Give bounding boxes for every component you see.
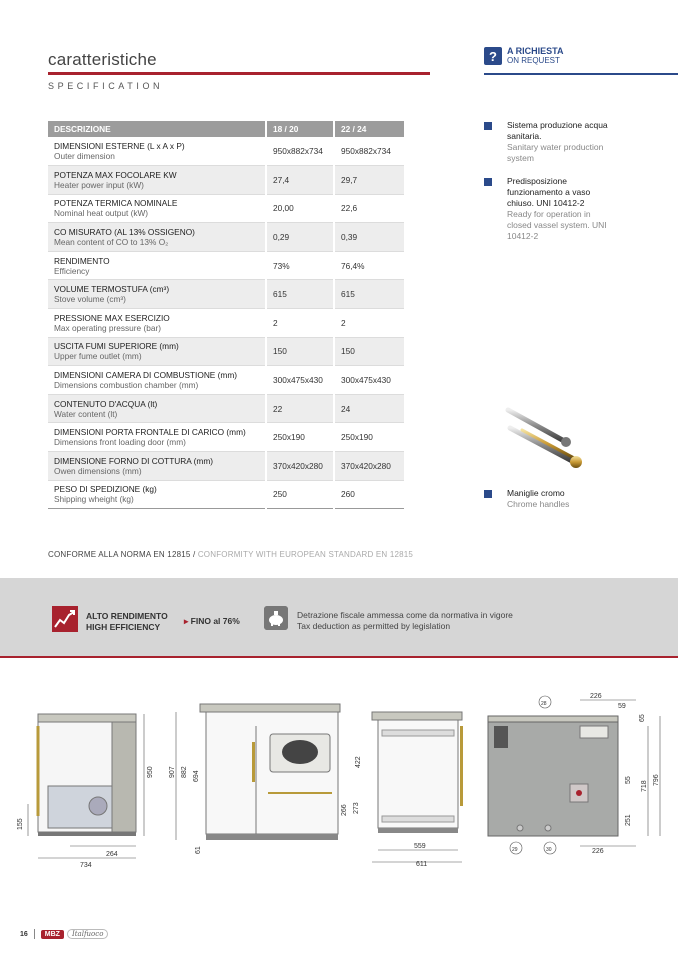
row-value-22-24: 370x420x280 bbox=[334, 452, 404, 481]
arrow-right-icon: ▸ bbox=[184, 616, 189, 626]
brand-logo: MBZ Italfuoco bbox=[41, 928, 109, 940]
table-header-row bbox=[48, 121, 404, 137]
table-row bbox=[48, 337, 404, 366]
dim-front-422: 422 bbox=[355, 756, 362, 768]
technical-drawings bbox=[0, 686, 678, 876]
row-description: USCITA FUMI SUPERIORE (mm) Upper fume outlet (mm) bbox=[48, 337, 266, 366]
bullet-square-icon bbox=[484, 178, 492, 186]
dim-side-depth: 734 bbox=[80, 862, 92, 869]
option-chrome-handles: Maniglie cromo Chrome handles bbox=[484, 488, 614, 510]
efficiency-label: ALTO RENDIMENTO HIGH EFFICIENCY bbox=[86, 611, 168, 632]
bullet-square-icon bbox=[484, 122, 492, 130]
dim-back-59: 59 bbox=[618, 703, 626, 710]
row-value-18-20: 73% bbox=[266, 251, 334, 280]
header-model-18-20: 18 / 20 bbox=[266, 121, 334, 137]
dim-back-55: 55 bbox=[625, 776, 632, 784]
efficiency-chart-icon bbox=[52, 606, 78, 632]
row-description: CO MISURATO (AL 13% OSSIGENO) Mean content of CO to 13% O₂ bbox=[48, 223, 266, 252]
page-title: caratteristiche bbox=[48, 50, 157, 69]
footer-separator bbox=[34, 929, 35, 939]
front-view-drawing bbox=[169, 704, 362, 854]
on-request-legend bbox=[484, 46, 564, 66]
row-value-22-24: 300x475x430 bbox=[334, 366, 404, 395]
row-value-22-24: 150 bbox=[334, 337, 404, 366]
row-description: POTENZA TERMICA NOMINALE Nominal heat output (kW) bbox=[48, 194, 266, 223]
on-request-label-en: ON REQUEST bbox=[507, 56, 560, 65]
option-closed-vessel: Predisposizione funzionamento a vaso chiuso. UNI 10412-2 Ready for operation in closed vassel system. UNI 10412-2 bbox=[484, 176, 614, 242]
dim-back-65: 65 bbox=[639, 714, 646, 722]
table-row bbox=[48, 137, 404, 166]
row-value-22-24: 2 bbox=[334, 309, 404, 338]
header-description: DESCRIZIONE bbox=[48, 121, 266, 137]
side-view-drawing bbox=[17, 714, 154, 869]
dim-back-251: 251 bbox=[625, 814, 632, 826]
row-value-22-24: 24 bbox=[334, 394, 404, 423]
dim-front-882: 882 bbox=[181, 766, 188, 778]
row-value-22-24: 250x190 bbox=[334, 423, 404, 452]
row-value-18-20: 27,4 bbox=[266, 166, 334, 195]
table-row bbox=[48, 280, 404, 309]
table-row bbox=[48, 452, 404, 481]
specification-table bbox=[48, 121, 404, 509]
title-rule bbox=[48, 72, 430, 75]
features-band-rule bbox=[0, 656, 678, 658]
table-row bbox=[48, 194, 404, 223]
dim-front-266: 266 bbox=[341, 804, 348, 816]
row-value-22-24: 615 bbox=[334, 280, 404, 309]
row-value-18-20: 370x420x280 bbox=[266, 452, 334, 481]
row-description: CONTENUTO D'ACQUA (lt) Water content (lt) bbox=[48, 394, 266, 423]
page-number: 16 bbox=[20, 930, 28, 938]
dim-front-273: 273 bbox=[353, 802, 360, 814]
table-row bbox=[48, 166, 404, 195]
row-description: RENDIMENTO Efficiency bbox=[48, 251, 266, 280]
bullet-square-icon bbox=[484, 490, 492, 498]
option-sanitary-water: Sistema produzione acqua sanitaria. Sanitary water production system bbox=[484, 120, 614, 164]
on-request-label-it: A RICHIESTA bbox=[507, 46, 564, 56]
dim-back-718: 718 bbox=[641, 780, 648, 792]
question-icon: ? bbox=[484, 47, 502, 65]
dim-side-inner: 264 bbox=[106, 851, 118, 858]
row-description: PESO DI SPEDIZIONE (kg) Shipping wheight (kg) bbox=[48, 480, 266, 509]
dim-rear-611: 611 bbox=[416, 861, 428, 868]
row-value-18-20: 0,29 bbox=[266, 223, 334, 252]
row-value-22-24: 22,6 bbox=[334, 194, 404, 223]
row-description: DIMENSIONI CAMERA DI COMBUSTIONE (mm) Dimensions combustion chamber (mm) bbox=[48, 366, 266, 395]
dim-front-61: 61 bbox=[195, 846, 202, 854]
on-request-rule bbox=[484, 73, 678, 75]
header-model-22-24: 22 / 24 bbox=[334, 121, 404, 137]
dim-back-226-top: 226 bbox=[590, 693, 602, 700]
row-value-18-20: 20,00 bbox=[266, 194, 334, 223]
row-value-22-24: 76,4% bbox=[334, 251, 404, 280]
options-list bbox=[484, 120, 614, 254]
row-value-18-20: 2 bbox=[266, 309, 334, 338]
label-connection-29: 29 bbox=[512, 847, 518, 853]
efficiency-value: ▸ FINO al 76% bbox=[184, 616, 240, 626]
table-row bbox=[48, 251, 404, 280]
row-value-22-24: 260 bbox=[334, 480, 404, 509]
row-value-18-20: 150 bbox=[266, 337, 334, 366]
table-row bbox=[48, 309, 404, 338]
row-description: VOLUME TERMOSTUFA (cm³) Stove volume (cm³) bbox=[48, 280, 266, 309]
row-value-18-20: 250 bbox=[266, 480, 334, 509]
label-connection-28: 28 bbox=[541, 701, 547, 707]
row-description: POTENZA MAX FOCOLARE KW Heater power input (kW) bbox=[48, 166, 266, 195]
back-view-drawing bbox=[488, 693, 660, 855]
tax-deduction-note: Detrazione fiscale ammessa come da normativa in vigore Tax deduction as permitted by legislation bbox=[297, 610, 513, 631]
chrome-handles-image bbox=[502, 400, 592, 480]
table-row bbox=[48, 480, 404, 509]
row-value-18-20: 615 bbox=[266, 280, 334, 309]
page-footer bbox=[20, 928, 108, 940]
dim-back-796: 796 bbox=[653, 774, 660, 786]
row-description: DIMENSIONE FORNO DI COTTURA (mm) Owen dimensions (mm) bbox=[48, 452, 266, 481]
row-value-18-20: 300x475x430 bbox=[266, 366, 334, 395]
dim-side-height: 950 bbox=[147, 766, 154, 778]
row-value-22-24: 950x882x734 bbox=[334, 137, 404, 166]
row-description: PRESSIONE MAX ESERCIZIO Max operating pressure (bar) bbox=[48, 309, 266, 338]
dim-front-694: 694 bbox=[193, 770, 200, 782]
rear-view-drawing bbox=[372, 712, 463, 868]
table-row bbox=[48, 366, 404, 395]
row-description: DIMENSIONI PORTA FRONTALE DI CARICO (mm) Dimensions front loading door (mm) bbox=[48, 423, 266, 452]
conformity-note: CONFORME ALLA NORMA EN 12815 / CONFORMITY WITH EUROPEAN STANDARD EN 12815 bbox=[48, 550, 414, 559]
page-subtitle: SPECIFICATION bbox=[48, 81, 164, 91]
row-value-18-20: 22 bbox=[266, 394, 334, 423]
piggy-bank-icon bbox=[264, 606, 288, 630]
row-value-22-24: 0,39 bbox=[334, 223, 404, 252]
table-row bbox=[48, 223, 404, 252]
dim-back-226-bottom: 226 bbox=[592, 848, 604, 855]
label-connection-30: 30 bbox=[546, 847, 552, 853]
dim-rear-559: 559 bbox=[414, 843, 426, 850]
table-row bbox=[48, 394, 404, 423]
table-row bbox=[48, 423, 404, 452]
row-description: DIMENSIONI ESTERNE (L x A x P) Outer dimension bbox=[48, 137, 266, 166]
dim-side-base: 155 bbox=[17, 818, 24, 830]
row-value-18-20: 950x882x734 bbox=[266, 137, 334, 166]
dim-front-907: 907 bbox=[169, 766, 176, 778]
row-value-18-20: 250x190 bbox=[266, 423, 334, 452]
row-value-22-24: 29,7 bbox=[334, 166, 404, 195]
